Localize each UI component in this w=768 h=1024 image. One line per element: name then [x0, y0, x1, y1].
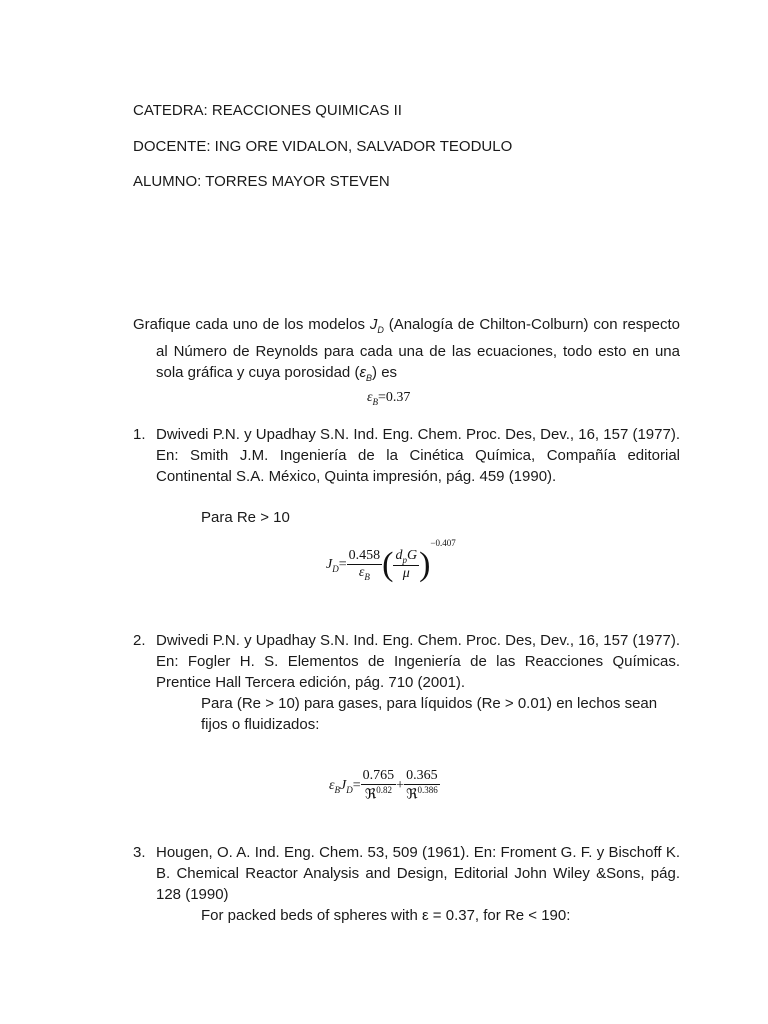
eq1-numerator: 0.458	[348, 547, 381, 563]
equation-2	[329, 768, 440, 804]
list-item-reference: Hougen, O. A. Ind. Eng. Chem. 53, 509 (1961). En: Froment G. F. y Bischoff K. B. Chemical Reactor Analysis and Design, Editorial John Wiley &Sons, pág. 128 (1990)	[156, 844, 680, 903]
intro-eps-subscript: B	[366, 373, 373, 383]
eq1-inner-numerator	[393, 548, 419, 566]
item-2-condition: Para (Re > 10) para gases, para líquidos (Re > 0.01) en lechos sean fijos o fluidizados:	[201, 695, 658, 733]
eq2-t2-numerator: 0.365	[404, 768, 440, 785]
eq2-t1-re: ℜ	[364, 787, 377, 803]
eq2-t1-numerator: 0.765	[362, 768, 395, 783]
item-1-condition: Para Re > 10	[201, 509, 290, 526]
eq2-t1-denominator	[361, 785, 397, 804]
eq2-term-2	[404, 768, 440, 804]
header-docente: DOCENTE: ING ORE VIDALON, SALVADOR TEODULO	[133, 138, 513, 155]
eq2-t1-exponent: 0.82	[376, 785, 392, 795]
list-item-number: 1.	[133, 426, 146, 443]
eq1-den-eps: ε	[358, 564, 365, 580]
porosity-equation	[367, 390, 410, 407]
eq1-j: J	[326, 557, 333, 572]
header-catedra: CATEDRA: REACCIONES QUIMICAS II	[133, 102, 402, 119]
eq1-p: p	[402, 554, 407, 565]
eq1-g: G	[406, 547, 418, 563]
eq2-j: J	[340, 778, 347, 794]
porosity-eps: ε	[367, 390, 373, 405]
eq2-equals: =	[352, 778, 361, 794]
eq2-eps: ε	[329, 778, 335, 794]
intro-jd-subscript: D	[377, 325, 384, 335]
list-item-1	[133, 424, 680, 487]
list-item-reference: Dwivedi P.N. y Upadhay S.N. Ind. Eng. Chem. Proc. Des, Dev., 16, 157 (1977). En: Smith J.M. Ingeniería de la Cinética Química, Compañía editorial Continental S.A. México, Quinta impresión, pág. 459 (1990).	[156, 426, 680, 485]
item-3-condition: For packed beds of spheres with ε = 0.37, for Re < 190:	[201, 907, 571, 924]
intro-text-2: (Analogía de Chilton-Colburn) con respecto al Número de Reynolds para cada una de las ecuaciones, todo esto en una sola gráfica y cuya porosidad (	[156, 316, 680, 381]
list-item-reference: Dwivedi P.N. y Upadhay S.N. Ind. Eng. Chem. Proc. Des, Dev., 16, 157 (1977). En: Fogler H. S. Elementos de Ingeniería de las Reacciones Químicas. Prentice Hall Tercera edición, pág. 710 (2001).	[156, 632, 680, 691]
eq2-t2-denominator	[404, 785, 440, 804]
intro-paragraph	[133, 314, 680, 389]
eq2-plus: +	[396, 778, 405, 794]
porosity-value: =0.37	[378, 390, 411, 405]
eq1-d: d	[395, 547, 403, 563]
eq2-term-1	[361, 768, 397, 804]
eq1-equals: =	[338, 557, 347, 572]
eq2-t2-re: ℜ	[406, 787, 418, 803]
eq1-fraction	[347, 548, 383, 582]
list-item-2	[133, 630, 680, 693]
eq1-mu: μ	[402, 565, 410, 581]
intro-text-1: Grafique cada uno de los modelos	[133, 316, 370, 333]
header-alumno: ALUMNO: TORRES MAYOR STEVEN	[133, 173, 390, 190]
eq2-j-sub: D	[346, 784, 353, 795]
equation-1	[326, 538, 456, 582]
intro-eps-symbol: ε	[359, 364, 367, 381]
intro-jd-symbol: J	[369, 316, 378, 333]
porosity-sub: B	[372, 396, 379, 407]
eq2-t2-exponent: 0.386	[417, 785, 438, 795]
intro-text-3: ) es	[372, 364, 398, 381]
eq1-j-sub: D	[332, 563, 339, 574]
eq1-left-paren: (	[382, 545, 394, 583]
eq1-right-paren: )	[419, 545, 431, 583]
list-item-3	[133, 842, 680, 905]
list-item-number: 2.	[133, 632, 146, 649]
list-item-number: 3.	[133, 844, 146, 861]
eq2-eps-sub: B	[334, 784, 341, 795]
eq1-exponent: −0.407	[430, 538, 456, 548]
eq1-den-sub: B	[364, 571, 370, 582]
eq1-inner-fraction	[393, 548, 419, 582]
eq1-denominator	[347, 565, 383, 582]
